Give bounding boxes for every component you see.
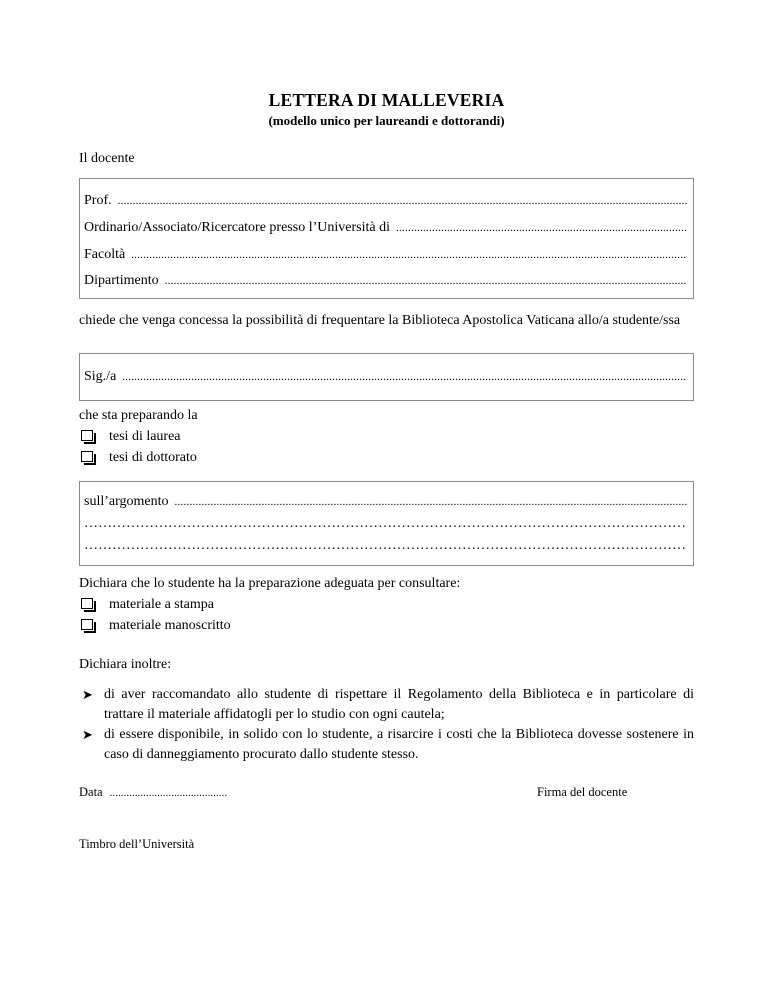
tesi-dottorato-label: tesi di dottorato: [109, 450, 197, 465]
prof-field[interactable]: [84, 191, 687, 211]
facolta-dots: [131, 245, 687, 265]
ruolo-field[interactable]: [84, 218, 687, 238]
timbro-label: Timbro dell’Università: [79, 837, 195, 851]
dipartimento-label: Dipartimento: [84, 273, 159, 288]
document-page: [79, 0, 694, 994]
arrow-bullet-icon: ➤: [82, 727, 93, 742]
declares-label: Dichiara che lo studente ha la preparazione adeguata per consultare:: [79, 576, 461, 591]
bullet-text-1: di aver raccomandato allo studente di rispettare il Regolamento della Biblioteca e in particolare di trattare il materiale affidatogli per lo studio con ogni cautela;: [104, 687, 694, 722]
also-declares-label: Dichiara inoltre:: [79, 657, 172, 672]
facolta-label: Facoltà: [84, 247, 126, 262]
sig-label: Sig./a: [84, 369, 117, 384]
argomento-label: sull’argomento: [84, 494, 169, 509]
preparing-label: che sta preparando la: [79, 408, 198, 423]
student-field[interactable]: [84, 367, 687, 387]
sig-dots: [122, 367, 687, 387]
dipartimento-dots: [165, 271, 687, 291]
materiale-manoscritto-checkbox[interactable]: [81, 619, 95, 631]
data-dots: ..........................................: [109, 788, 228, 799]
student-box: [79, 353, 694, 401]
request-text: chiede che venga concessa la possibilità di frequentare la Biblioteca Apostolica Vaticana allo/a studente/ssa: [79, 313, 681, 328]
ruolo-dots: [396, 218, 687, 238]
prof-dots: [118, 191, 687, 211]
document-title: LETTERA DI MALLEVERIA: [268, 90, 505, 110]
intro-text: Il docente: [79, 151, 135, 166]
data-field[interactable]: [79, 783, 227, 803]
argomento-field[interactable]: [84, 492, 687, 512]
materiale-stampa-label: materiale a stampa: [109, 597, 214, 612]
materiale-stampa-checkbox[interactable]: [81, 598, 95, 610]
firma-label: Firma del docente: [537, 785, 628, 799]
ruolo-label: Ordinario/Associato/Ricercatore presso l’Università di: [84, 220, 390, 235]
bullet-text-2: di essere disponibile, in solido con lo studente, a risarcire i costi che la Biblioteca dovesse sostenere in caso di danneggiamento procurato dallo studente stesso.: [104, 727, 694, 762]
argomento-dots: [175, 492, 687, 512]
argomento-line-2[interactable]: [84, 516, 687, 536]
tesi-laurea-label: tesi di laurea: [109, 429, 181, 444]
materiale-manoscritto-label: materiale manoscritto: [109, 618, 231, 633]
docente-box: [79, 178, 694, 299]
document-subtitle: (modello unico per laureandi e dottorandi): [268, 113, 505, 128]
argomento-line-3[interactable]: [84, 538, 687, 558]
dipartimento-field[interactable]: [84, 271, 687, 291]
tesi-dottorato-checkbox[interactable]: [81, 451, 95, 463]
prof-label: Prof.: [84, 193, 112, 208]
arrow-bullet-icon: ➤: [82, 687, 93, 702]
argomento-box: [79, 481, 694, 566]
data-label: Data: [79, 785, 103, 799]
tesi-laurea-checkbox[interactable]: [81, 430, 95, 442]
facolta-field[interactable]: [84, 245, 687, 265]
